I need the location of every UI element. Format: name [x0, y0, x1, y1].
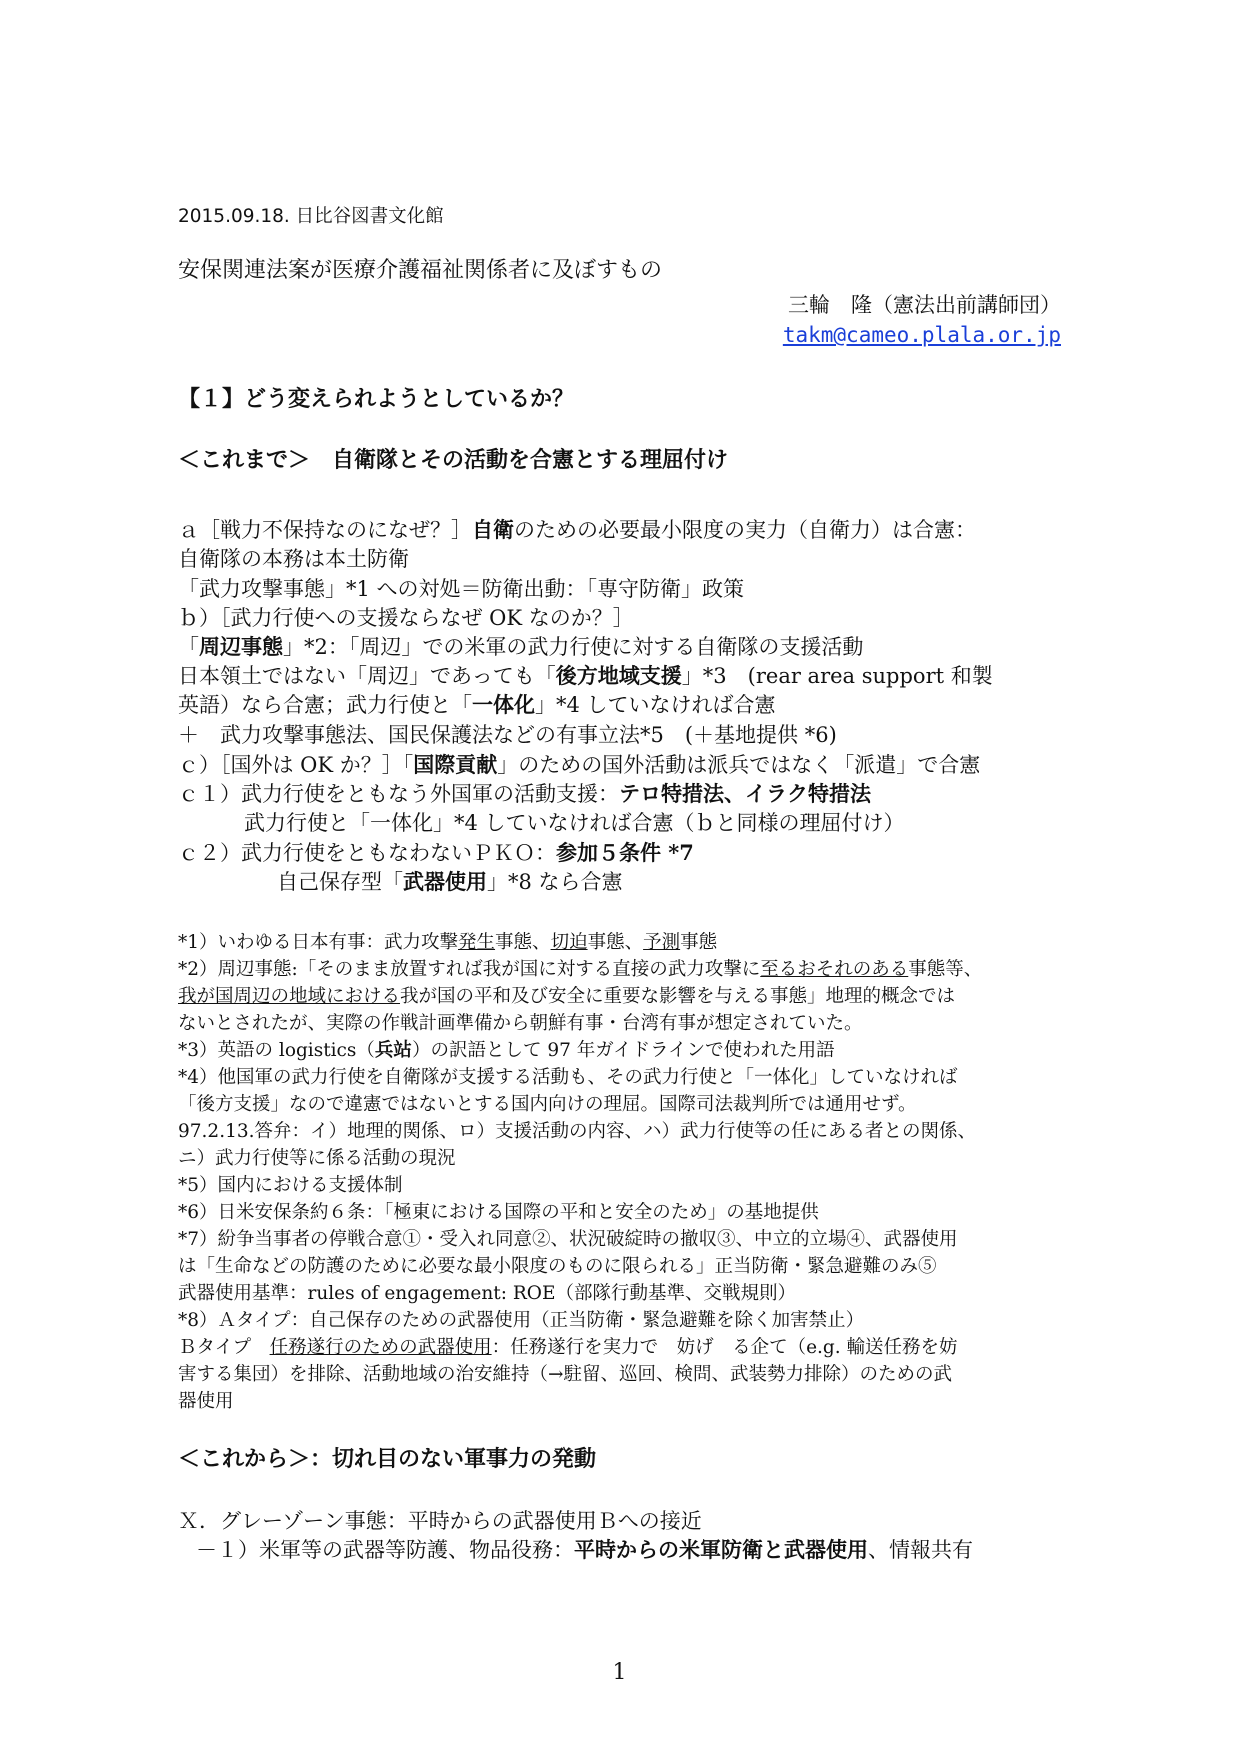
footnote-8-cont-2: 害する集団）を排除、活動地域の治安維持（→駐留、巡回、検問、武装勢力排除）のための武: [178, 1364, 953, 1385]
footnote-underline: 切迫: [550, 932, 588, 953]
body-emphasis: 平時からの米軍防衛と武器使用: [574, 1537, 868, 1562]
footnote-8: *8）Ａタイプ：自己保存のための武器使用（正当防衛・緊急避難を除く加害禁止）: [178, 1310, 865, 1331]
body-emphasis: 参加５条件 *7: [556, 840, 694, 865]
body-emphasis: 後方地域支援: [555, 663, 682, 688]
body-text: 自己保存型「: [277, 870, 403, 894]
body-text: のための必要最小限度の実力（自衛力）は合憲：: [514, 518, 976, 542]
section-1-heading: 【１】どう変えられようとしているか？: [178, 387, 575, 412]
body-text: ａ［戦力不保持なのになぜ？］: [178, 518, 472, 542]
body-text: ｃ）［国外は OK か？］「: [178, 753, 414, 777]
body-line-4: ｂ）［武力行使への支援ならなぜ OK なのか？］: [178, 606, 634, 630]
footnote-2-cont-1: [178, 985, 955, 1009]
footnote-emphasis: 兵站: [374, 1040, 412, 1061]
section-2-heading: [178, 1447, 596, 1473]
author-email-link[interactable]: takm@cameo.plala.or.jp: [782, 323, 1061, 347]
document-title: 安保関連法案が医療介護福祉関係者に及ぼすもの: [178, 258, 663, 283]
body-line-10: [178, 781, 871, 807]
body-line-7: [178, 692, 776, 718]
footnote-4-cont-1: 「後方支援」なので違憲ではないとする国内向けの理屈。国際司法裁判所では通用せず。: [178, 1094, 917, 1115]
footnote-text: ）の訳語として 97 年ガイドラインで使われた用語: [411, 1040, 835, 1061]
section-2-x1-line: [196, 1537, 973, 1563]
footnote-5: *5）国内における支援体制: [178, 1175, 403, 1196]
footnote-underline: 予測: [643, 932, 681, 953]
body-text: 英語）なら合憲；武力行使と「: [178, 693, 472, 717]
body-emphasis: 武器使用: [403, 869, 487, 894]
footnote-text: 我が国の平和及び安全に重要な影響を与える事態」地理的概念では: [400, 986, 956, 1007]
body-emphasis: 自衛: [472, 517, 514, 542]
body-line-12: [178, 840, 694, 866]
body-emphasis: 一体化: [472, 692, 535, 717]
body-line-5: [178, 634, 863, 660]
footnote-2: [178, 958, 982, 982]
date-venue: 2015.09.18. 日比谷図書文化館: [178, 206, 444, 227]
footnote-text: ：任務遂行を実力で 妨げ る企て（e.g. 輸送任務を妨: [491, 1337, 958, 1358]
body-emphasis: 国際貢献: [413, 752, 498, 777]
footnote-7-cont-2: 武器使用基準：rules of engagement: ROE（部隊行動基準、交戦規則）: [178, 1283, 796, 1304]
body-text: ｃ１）武力行使をともなう外国軍の活動支援：: [178, 782, 619, 806]
footnote-1: [178, 931, 717, 955]
body-text: 」*8 なら合憲: [487, 870, 623, 894]
section-2-x-line: Ｘ．グレーゾーン事態：平時からの武器使用Ｂへの接近: [178, 1509, 702, 1533]
footnote-text: 事態: [680, 932, 718, 953]
footnote-7: *7）紛争当事者の停戦合意①・受入れ同意②、状況破綻時の撤収③、中立的立場④、武器使用: [178, 1229, 958, 1250]
body-line-13: [277, 869, 623, 895]
body-text: 日本領土ではない「周辺」であっても「: [178, 664, 556, 688]
body-text: 「: [178, 635, 199, 659]
body-text: 」のための国外活動は派兵ではなく「派遣」で合憲: [497, 753, 981, 777]
footnote-8-cont-1: [178, 1336, 958, 1360]
body-line-8: ＋ 武力攻撃事態法、国民保護法などの有事立法*5 (＋基地提供 *6): [178, 723, 837, 747]
footnote-text: 事態、: [587, 932, 644, 953]
footnote-underline: 我が国周辺の地域における: [178, 986, 401, 1007]
body-emphasis: テロ特措法、イラク特措法: [619, 781, 871, 806]
footnote-text: Ｂタイプ: [178, 1337, 270, 1358]
section-2-heading-label: ＜これから＞: [178, 1447, 311, 1472]
footnote-text: *1）いわゆる日本有事：武力攻撃: [178, 932, 459, 953]
body-text: ｃ２）武力行使をともなわないＰＫＯ：: [178, 841, 556, 865]
footnote-3: [178, 1039, 835, 1063]
body-line-6: [178, 663, 993, 689]
author: 三輪 隆（憲法出前講師団）: [788, 293, 1061, 317]
body-line-2: 自衛隊の本務は本土防衛: [178, 547, 409, 571]
footnote-underline: 発生: [458, 932, 496, 953]
body-text: 」*2：「周辺」での米軍の武力行使に対する自衛隊の支援活動: [283, 635, 864, 659]
footnote-text: *2）周辺事態:「そのまま放置すれば我が国に対する直接の武力攻撃に: [178, 959, 761, 980]
footnote-text: 事態、: [495, 932, 551, 953]
footnote-4-cont-3: ニ）武力行使等に係る活動の現況: [178, 1148, 456, 1169]
footnote-text: 事態等、: [908, 959, 983, 980]
footnote-underline: 至るおそれのある: [760, 959, 909, 980]
body-text: 、情報共有: [868, 1538, 973, 1562]
footnote-7-cont-1: は「生命などの防護のために必要な最小限度のものに限られる」正当防衛・緊急避難のみ⑤: [178, 1256, 937, 1277]
body-line-3: 「武力攻撃事態」*1 への対処＝防衛出動：「専守防衛」政策: [178, 577, 745, 601]
body-emphasis: 周辺事態: [199, 634, 283, 659]
body-line-9: [178, 752, 980, 778]
page-number: 1: [612, 1660, 627, 1685]
footnote-6: *6）日米安保条約６条：「極東における国際の平和と安全のため」の基地提供: [178, 1202, 819, 1223]
footnote-2-cont-2: ないとされたが、実際の作戦計画準備から朝鮮有事・台湾有事が想定されていた。: [178, 1013, 863, 1034]
footnote-8-cont-3: 器使用: [178, 1391, 234, 1412]
footnote-text: *3）英語の logistics（: [178, 1040, 375, 1061]
footnote-underline: 任務遂行のための武器使用: [269, 1337, 492, 1358]
footnote-4-cont-2: 97.2.13.答弁：イ）地理的関係、ロ）支援活動の内容、ハ）武力行使等の任にある者との関係、: [178, 1121, 976, 1142]
body-line-11: 武力行使と「一体化」*4 していなければ合憲（ｂと同様の理屈付け）: [244, 811, 905, 835]
body-line-1: [178, 517, 976, 543]
section-1-subheading: ＜これまで＞ 自衛隊とその活動を合憲とする理屈付け: [178, 448, 729, 473]
body-text: －１）米軍等の武器等防護、物品役務：: [196, 1538, 574, 1562]
footnote-4: *4）他国軍の武力行使を自衛隊が支援する活動も、その武力行使と「一体化」していなければ: [178, 1067, 958, 1088]
section-2-heading-text: ：切れ目のない軍事力の発動: [310, 1447, 597, 1472]
body-text: 」*4 していなければ合憲: [535, 693, 776, 717]
body-text: 」*3 (rear area support 和製: [681, 664, 993, 688]
